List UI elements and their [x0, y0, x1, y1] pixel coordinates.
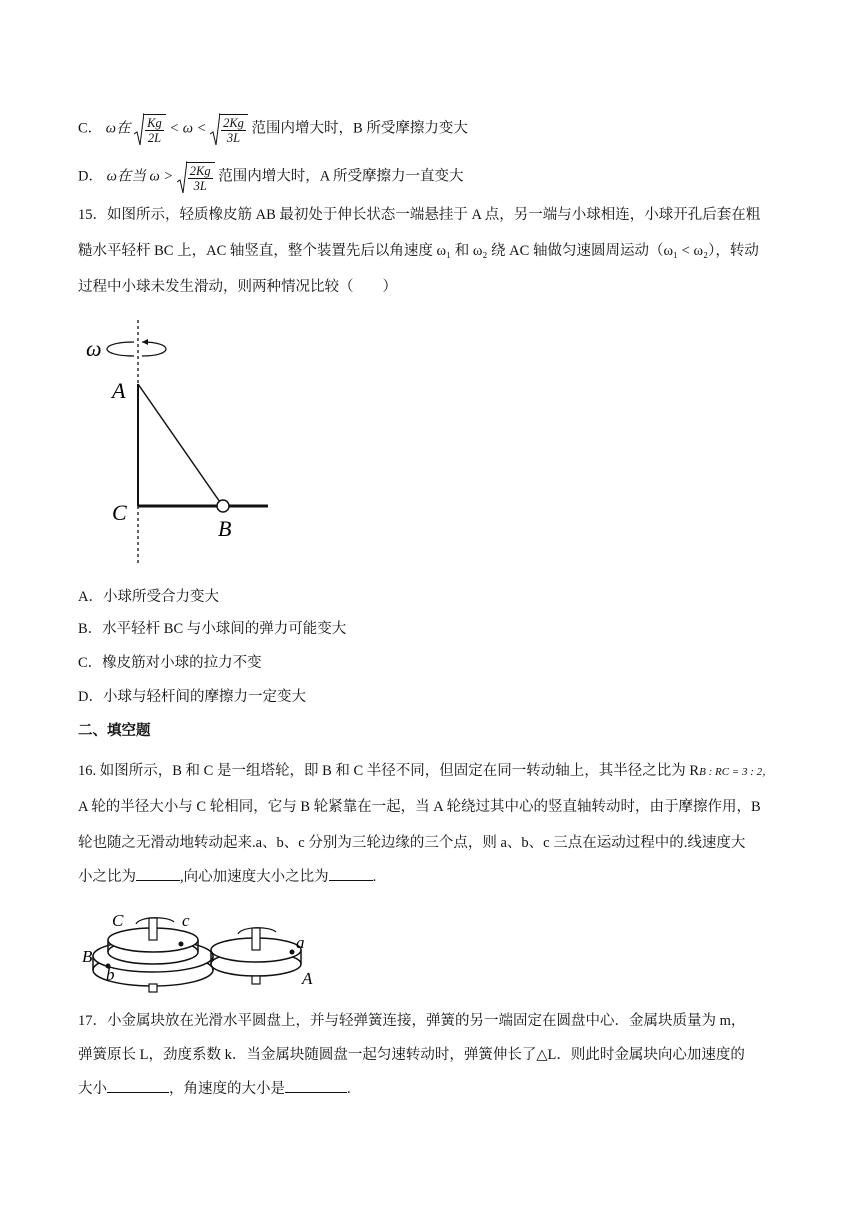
- point-a: [290, 950, 295, 955]
- q15-line1: 15．如图所示，轻质橡皮筋 AB 最初处于伸长状态一端悬挂于 A 点，另一端与小球相连，小球开孔后套在粗: [78, 207, 761, 223]
- label-wheel-b: B: [82, 947, 93, 966]
- option-d-label: D．: [78, 168, 103, 185]
- axle-a-bottom: [252, 976, 260, 984]
- q16-line4: [78, 866, 376, 888]
- q15-line2: 糙水平轻杆 BC 上，AC 轴竖直，整个装置先后以角速度 ω₁ 和 ω₂ 绕 AC 轴做匀速圆周运动（ω₁ < ω₂），转动: [78, 243, 759, 259]
- frac-num: 2Kg: [223, 115, 244, 130]
- option-c-text: ω在: [105, 120, 131, 137]
- q15-option-b: B．水平轻杆 BC 与小球间的弹力可能变大: [78, 621, 347, 637]
- option-c: [78, 112, 468, 146]
- q17-line1: 17．小金属块放在光滑水平圆盘上，并与轻弹簧连接，弹簧的另一端固定在圆盘中心．金属块质量为 m，: [78, 1013, 746, 1029]
- blank-3[interactable]: [107, 1092, 169, 1093]
- q16-text-c: .: [372, 869, 377, 885]
- q16-ratio: B : RC = 3 : 2，: [699, 766, 774, 778]
- label-wheel-a: A: [302, 969, 313, 988]
- blank-4[interactable]: [285, 1092, 347, 1093]
- option-d-suffix: 范围内增大时，A 所受摩擦力一直变大: [218, 168, 464, 185]
- figure-16: [78, 902, 318, 998]
- frac-num: 2Kg: [189, 163, 211, 178]
- q16-text-a: 小之比为: [78, 869, 136, 885]
- blank-1[interactable]: [136, 880, 180, 881]
- q15-option-c: C．橡皮筋对小球的拉力不变: [78, 655, 262, 671]
- option-d: [78, 160, 464, 194]
- ball: [217, 500, 229, 512]
- label-b: B: [218, 516, 232, 541]
- figure-15: [78, 318, 278, 568]
- axle-c-bottom: [149, 984, 157, 992]
- q17-text-b: ，角速度的大小是: [169, 1081, 285, 1097]
- q17-line3: [78, 1078, 351, 1100]
- q16-line3: 轮也随之无滑动地转动起来.a、b、c 分别为三轮边缘的三个点，则 a、b、c 三点在运动过程中的.线速度大: [78, 835, 746, 851]
- q15-option-a: A．小球所受合力变大: [78, 589, 219, 605]
- frac-den: 2L: [147, 130, 162, 145]
- sqrt-kg-2l: [134, 112, 166, 146]
- q17-text-c: .: [347, 1081, 351, 1097]
- q15-option-d: D．小球与轻杆间的摩擦力一定变大: [78, 689, 306, 705]
- rotation-arrow: [107, 342, 166, 356]
- frac-den: 3L: [226, 130, 241, 145]
- option-c-suffix: 范围内增大时，B 所受摩擦力变大: [251, 120, 468, 137]
- omega-label: ω: [86, 336, 102, 361]
- frac-num: Kg: [147, 115, 162, 130]
- q16-text-b: ,向心加速度大小之比为: [180, 869, 329, 885]
- label-wheel-c: C: [112, 911, 124, 930]
- option-c-label: C．: [78, 120, 103, 137]
- q17-line2: 弹簧原长 L，劲度系数 k．当金属块随圆盘一起匀速转动时，弹簧伸长了△L．则此时金属块向心加速度的: [78, 1047, 745, 1063]
- axle-a: [252, 928, 260, 950]
- label-point-a: a: [296, 933, 305, 952]
- frac-den: 3L: [193, 178, 207, 193]
- label-c: C: [112, 500, 127, 525]
- q16-line1-text: 16. 如图所示，B 和 C 是一组塔轮，即 B 和 C 半径不同，但固定在同一转动轴上，其半径之比为 R: [78, 763, 700, 779]
- label-point-b: b: [106, 965, 115, 984]
- axle-c: [149, 918, 157, 940]
- rubber-band-ab: [138, 384, 222, 505]
- q17-text-a: 大小: [78, 1081, 107, 1097]
- q16-line1: [78, 760, 773, 783]
- label-point-c: c: [182, 911, 190, 930]
- section-heading: 二、填空题: [78, 723, 151, 739]
- q15-line3: 过程中小球未发生滑动，则两种情况比较（ ）: [78, 279, 397, 295]
- sqrt-2kg-3l: [210, 112, 248, 146]
- inequality: < ω <: [169, 120, 207, 137]
- point-c: [179, 942, 184, 947]
- arrow-head: [142, 339, 148, 345]
- label-a: A: [112, 378, 126, 403]
- q16-line2: A 轮的半径大小与 C 轮相同，它与 B 轮紧靠在一起，当 A 轮绕过其中心的竖直轴转动时，由于摩擦作用，B: [78, 799, 761, 815]
- blank-2[interactable]: [329, 880, 373, 881]
- option-d-text: ω在当 ω >: [106, 168, 174, 185]
- sqrt-2kg-3l: [177, 160, 215, 194]
